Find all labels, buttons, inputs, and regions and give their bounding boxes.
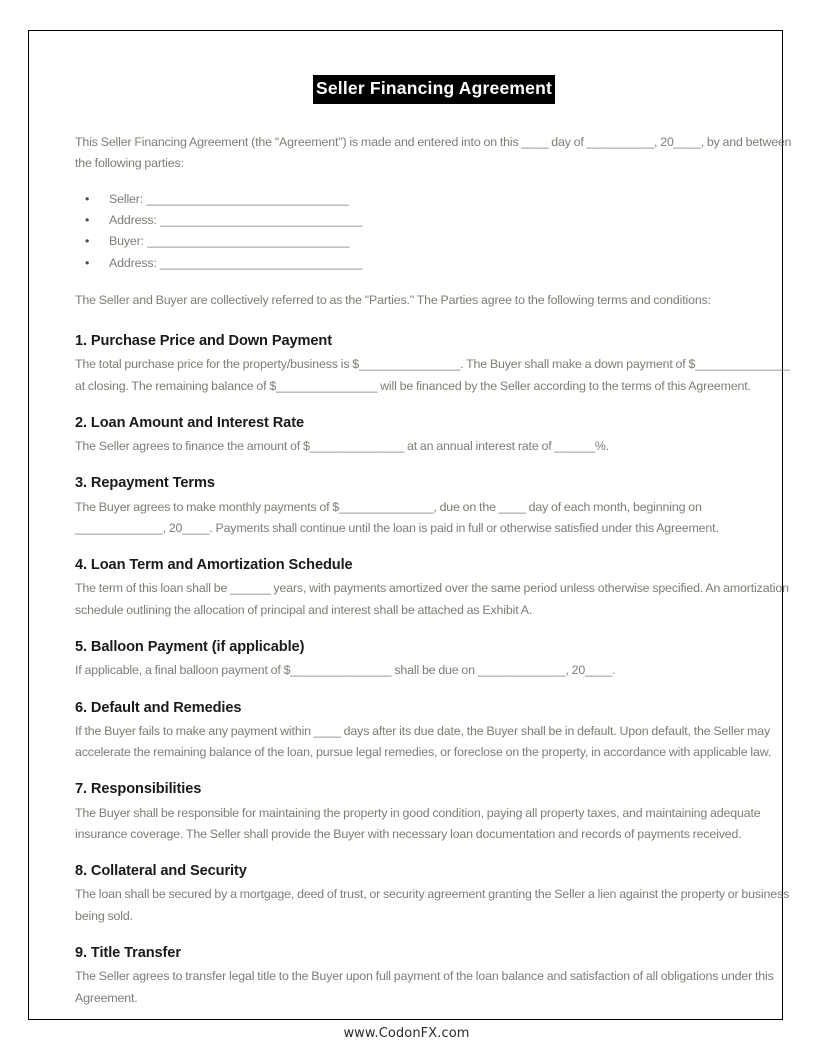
section-heading: 6. Default and Remedies xyxy=(75,699,242,716)
section-loan-term-and-amortization-schedule xyxy=(75,555,793,621)
bullet-icon: • xyxy=(85,255,90,270)
section-heading: 7. Responsibilities xyxy=(75,781,202,798)
section-heading: 1. Purchase Price and Down Payment xyxy=(75,333,332,350)
section-heading: 2. Loan Amount and Interest Rate xyxy=(75,414,304,431)
section-body: The loan shall be secured by a mortgage, deed of trust, or security agreement granting the Seller a lien against the property or business being sold. xyxy=(75,887,790,923)
section-balloon-payment xyxy=(75,637,793,681)
section-heading: 8. Collateral and Security xyxy=(75,863,247,880)
parties-statement-paragraph: The Seller and Buyer are collectively referred to as the "Parties." The Parties agree to the following terms and conditions: xyxy=(75,292,711,307)
list-item-label: Seller: ______________________________ xyxy=(109,191,349,206)
page-border-frame xyxy=(28,30,792,1020)
intro-paragraph: This Seller Financing Agreement (the "Agreement") is made and entered into on this ____ day of __________, 20____, by and between the following parties: xyxy=(75,134,792,171)
section-body: The Buyer shall be responsible for maintaining the property in good condition, paying all property taxes, and maintaining adequate insurance coverage. The Seller shall provide the Buyer with necessary loan documentation and records of payments received. xyxy=(75,805,761,841)
section-heading: 5. Balloon Payment (if applicable) xyxy=(75,639,305,656)
section-heading: 4. Loan Term and Amortization Schedule xyxy=(75,557,353,574)
party-list xyxy=(75,189,793,274)
section-default-and-remedies xyxy=(75,698,793,764)
section-collateral-and-security xyxy=(75,861,793,927)
list-item-label: Address: ______________________________ xyxy=(109,255,363,270)
section-responsibilities xyxy=(75,779,793,845)
section-purchase-price-and-down-payment xyxy=(75,331,793,397)
section-heading: 3. Repayment Terms xyxy=(75,475,215,492)
section-body: The Seller agrees to transfer legal title to the Buyer upon full payment of the loan balance and satisfaction of all obligations under this Agreement. xyxy=(75,969,774,1005)
list-item xyxy=(75,189,793,210)
section-body: The Buyer agrees to make monthly payments of $______________, due on the ____ day of each month, beginning on _____________, 20____. Payments shall continue until the loan is paid in full or otherwise satisfied under this Agreement. xyxy=(75,499,719,535)
section-repayment-terms xyxy=(75,473,793,539)
section-heading: 9. Title Transfer xyxy=(75,945,181,962)
bullet-icon: • xyxy=(85,212,90,227)
list-item xyxy=(75,231,793,252)
bullet-icon: • xyxy=(85,191,90,206)
section-body: The term of this loan shall be ______ years, with payments amortized over the same period unless otherwise specified. An amortization schedule outlining the allocation of principal and interest shall be attached as Exhibit A. xyxy=(75,581,789,617)
section-body: If the Buyer fails to make any payment within ____ days after its due date, the Buyer shall be in default. Upon default, the Seller may accelerate the remaining balance of the loan, pursue legal remedies, or foreclose on the property, in accordance with applicable law. xyxy=(75,723,772,760)
section-body: The total purchase price for the property/business is $_______________. The Buyer shall make a down payment of $______________ at closing. The remaining balance of $_______________ will be financed by the Seller according to the terms of this Agreement. xyxy=(75,357,790,393)
section-body: The Seller agrees to finance the amount of $______________ at an annual interest rate of ______%. xyxy=(75,439,609,454)
bullet-icon: • xyxy=(85,234,90,249)
section-body: If applicable, a final balloon payment of $_______________ shall be due on _____________, 20____. xyxy=(75,663,616,678)
list-item-label: Address: ______________________________ xyxy=(109,212,363,227)
list-item-label: Buyer: ______________________________ xyxy=(109,234,350,249)
section-title-transfer xyxy=(75,943,793,1009)
footer-website-url: www.CodonFX.com xyxy=(343,1026,470,1041)
page-title: Seller Financing Agreement xyxy=(313,75,555,104)
list-item xyxy=(75,210,793,231)
document-title-container xyxy=(75,75,793,104)
section-loan-amount-and-interest-rate xyxy=(75,413,793,457)
list-item xyxy=(75,253,793,274)
document-content xyxy=(75,75,793,1025)
